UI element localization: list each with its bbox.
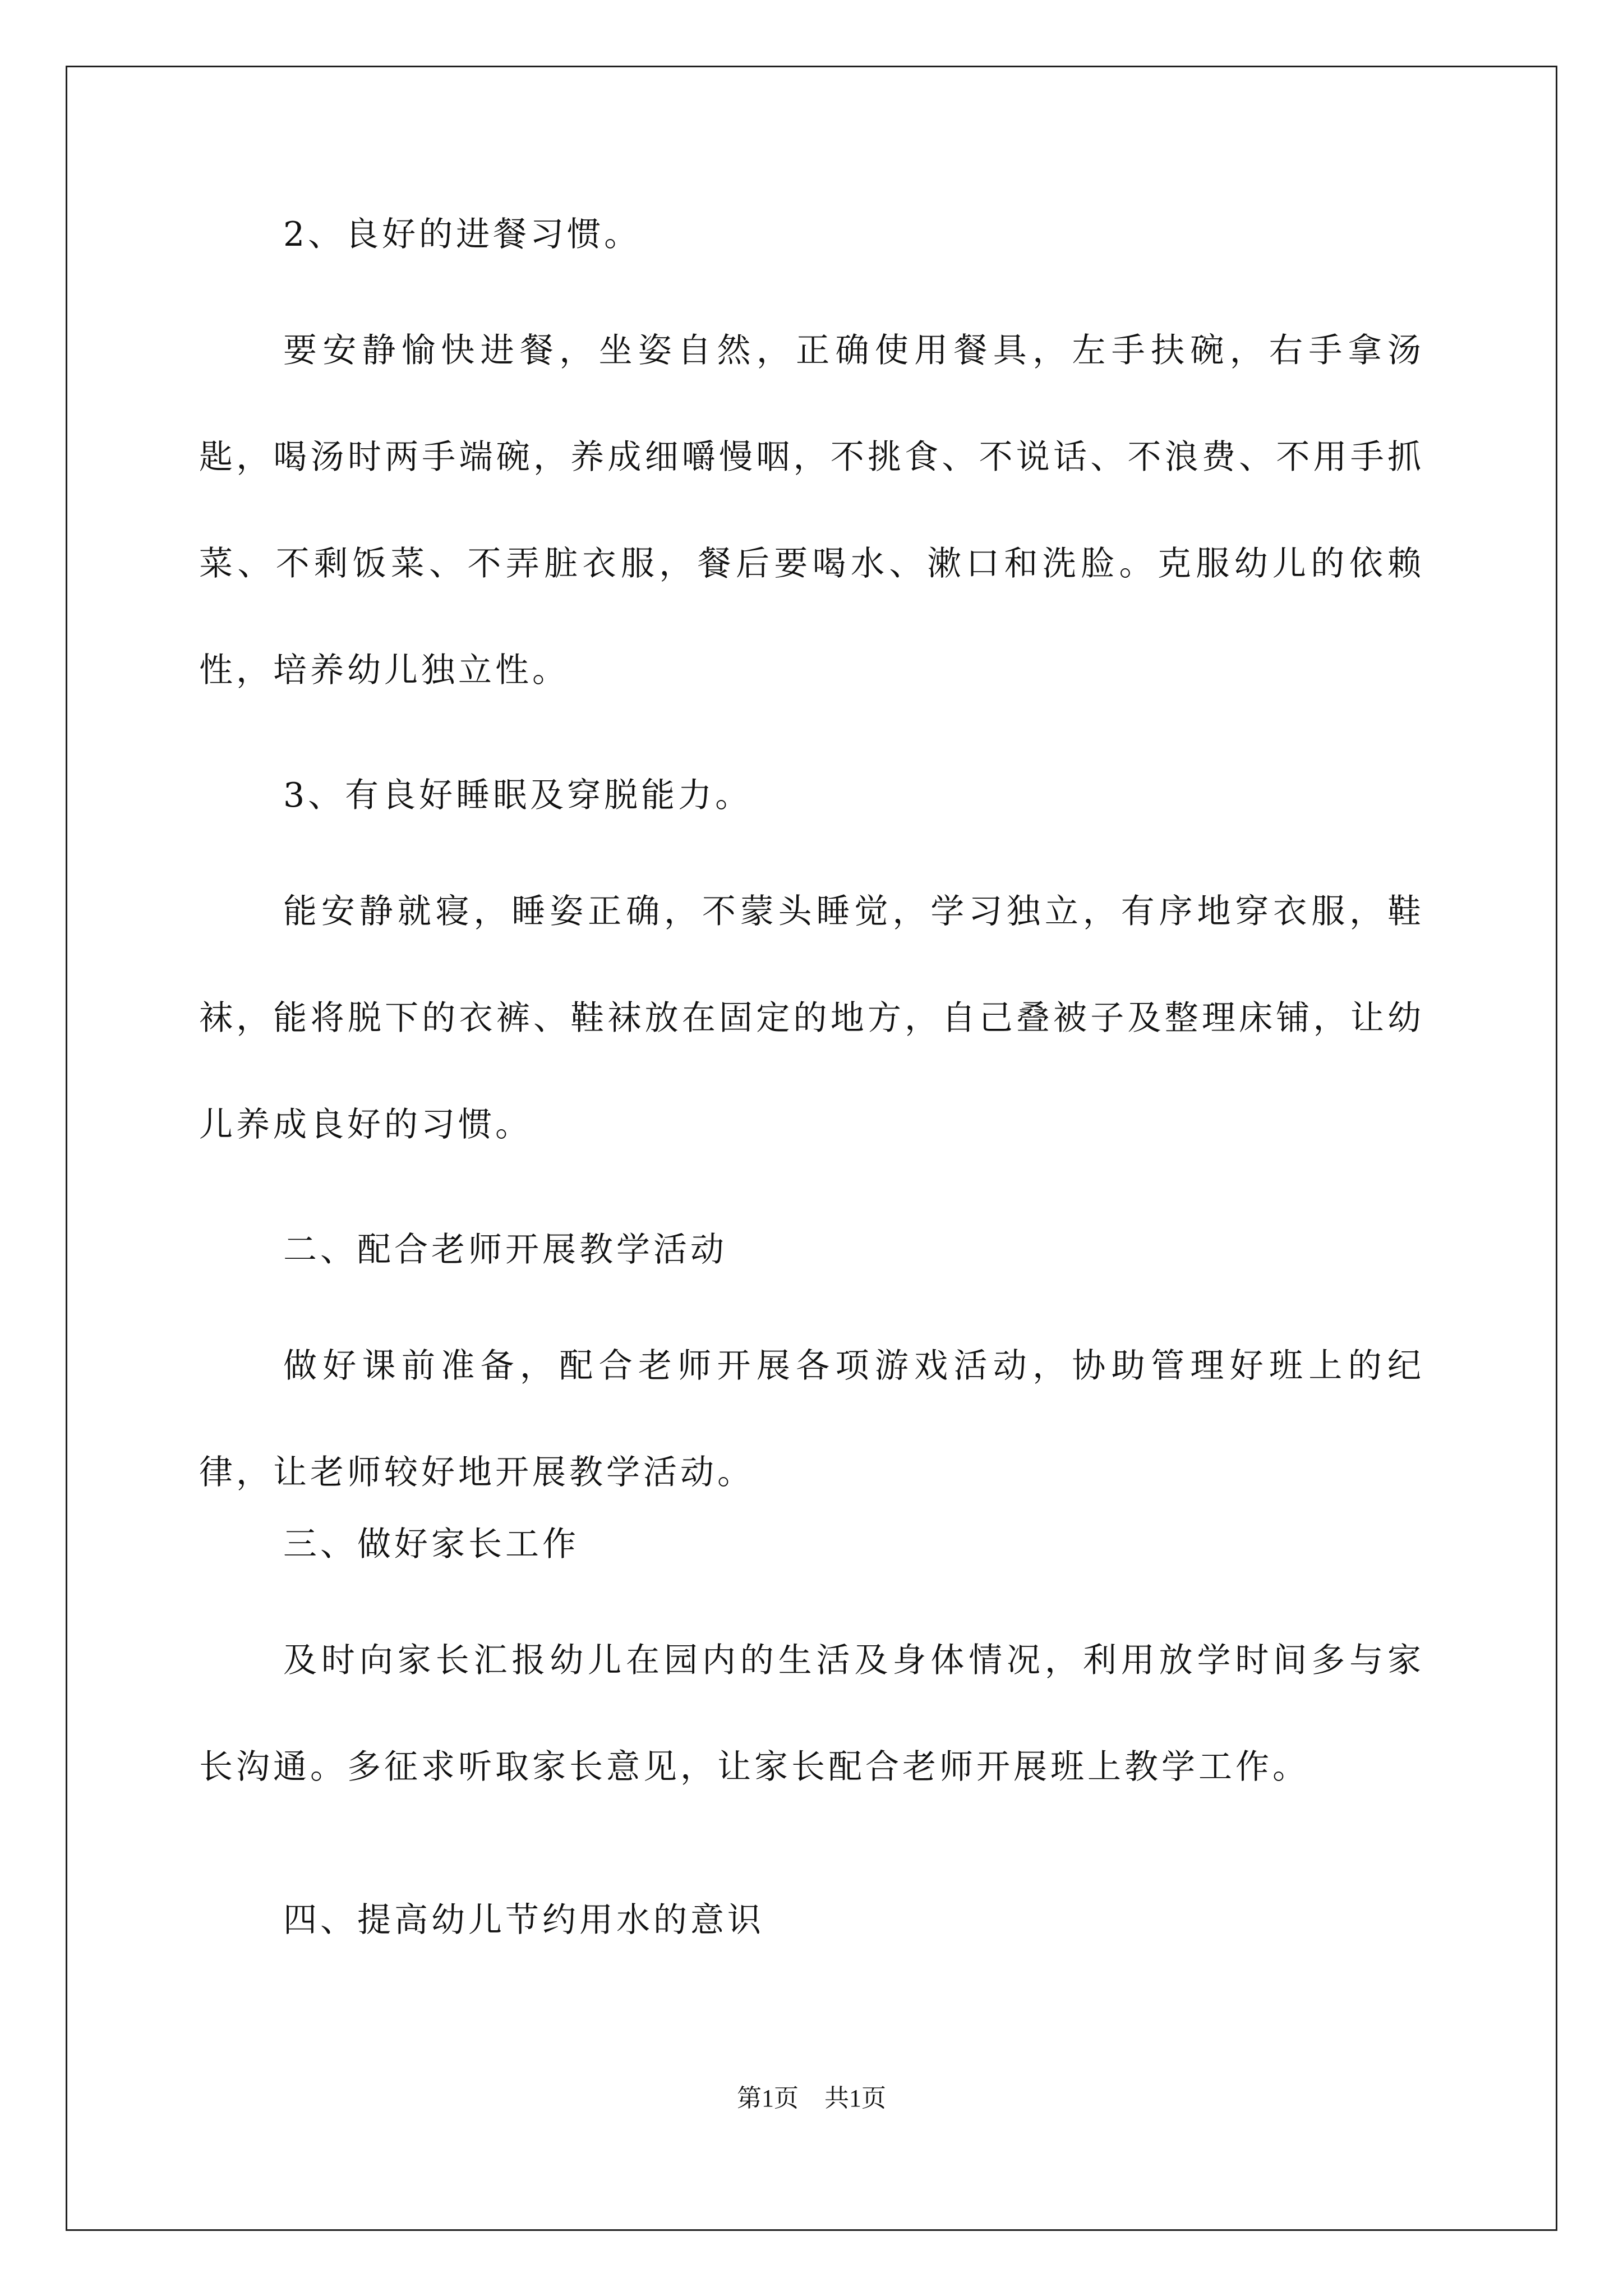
- heading-teaching-activities: 二、配合老师开展教学活动: [283, 1230, 727, 1269]
- paragraph-sleep-dressing: 能安静就寝，睡姿正确，不蒙头睡觉，学习独立，有序地穿衣服，鞋袜，能将脱下的衣裤、鞋袜放在固定的地方，自己叠被子及整理床铺，让幼儿养成良好的习惯。: [199, 892, 1424, 1144]
- page-number: 第1页: [737, 2085, 799, 2112]
- heading-sleep-dressing: 3、有良好睡眠及穿脱能力。: [283, 776, 753, 815]
- heading-eating-habits: 2、良好的进餐习惯。: [283, 215, 642, 254]
- page-total: 共1页: [824, 2085, 886, 2112]
- paragraph-parent-work: 及时向家长汇报幼儿在园内的生活及身体情况，利用放学时间多与家长沟通。多征求听取家长意见，让家长配合老师开展班上教学工作。: [199, 1641, 1424, 1787]
- page-footer: [0, 2084, 1623, 2113]
- paragraph-eating-habits: 要安静愉快进餐，坐姿自然，正确使用餐具，左手扶碗，右手拿汤匙，喝汤时两手端碗，养成细嚼慢咽，不挑食、不说话、不浪费、不用手抓菜、不剩饭菜、不弄脏衣服，餐后要喝水、漱口和洗脸。克服幼儿的依赖性，培养幼儿独立性。: [199, 331, 1424, 690]
- paragraph-teaching-activities: 做好课前准备，配合老师开展各项游戏活动，协助管理好班上的纪律，让老师较好地开展教学活动。: [199, 1346, 1424, 1492]
- heading-water-saving: 四、提高幼儿节约用水的意识: [283, 1901, 764, 1940]
- heading-parent-work: 三、做好家长工作: [283, 1525, 579, 1564]
